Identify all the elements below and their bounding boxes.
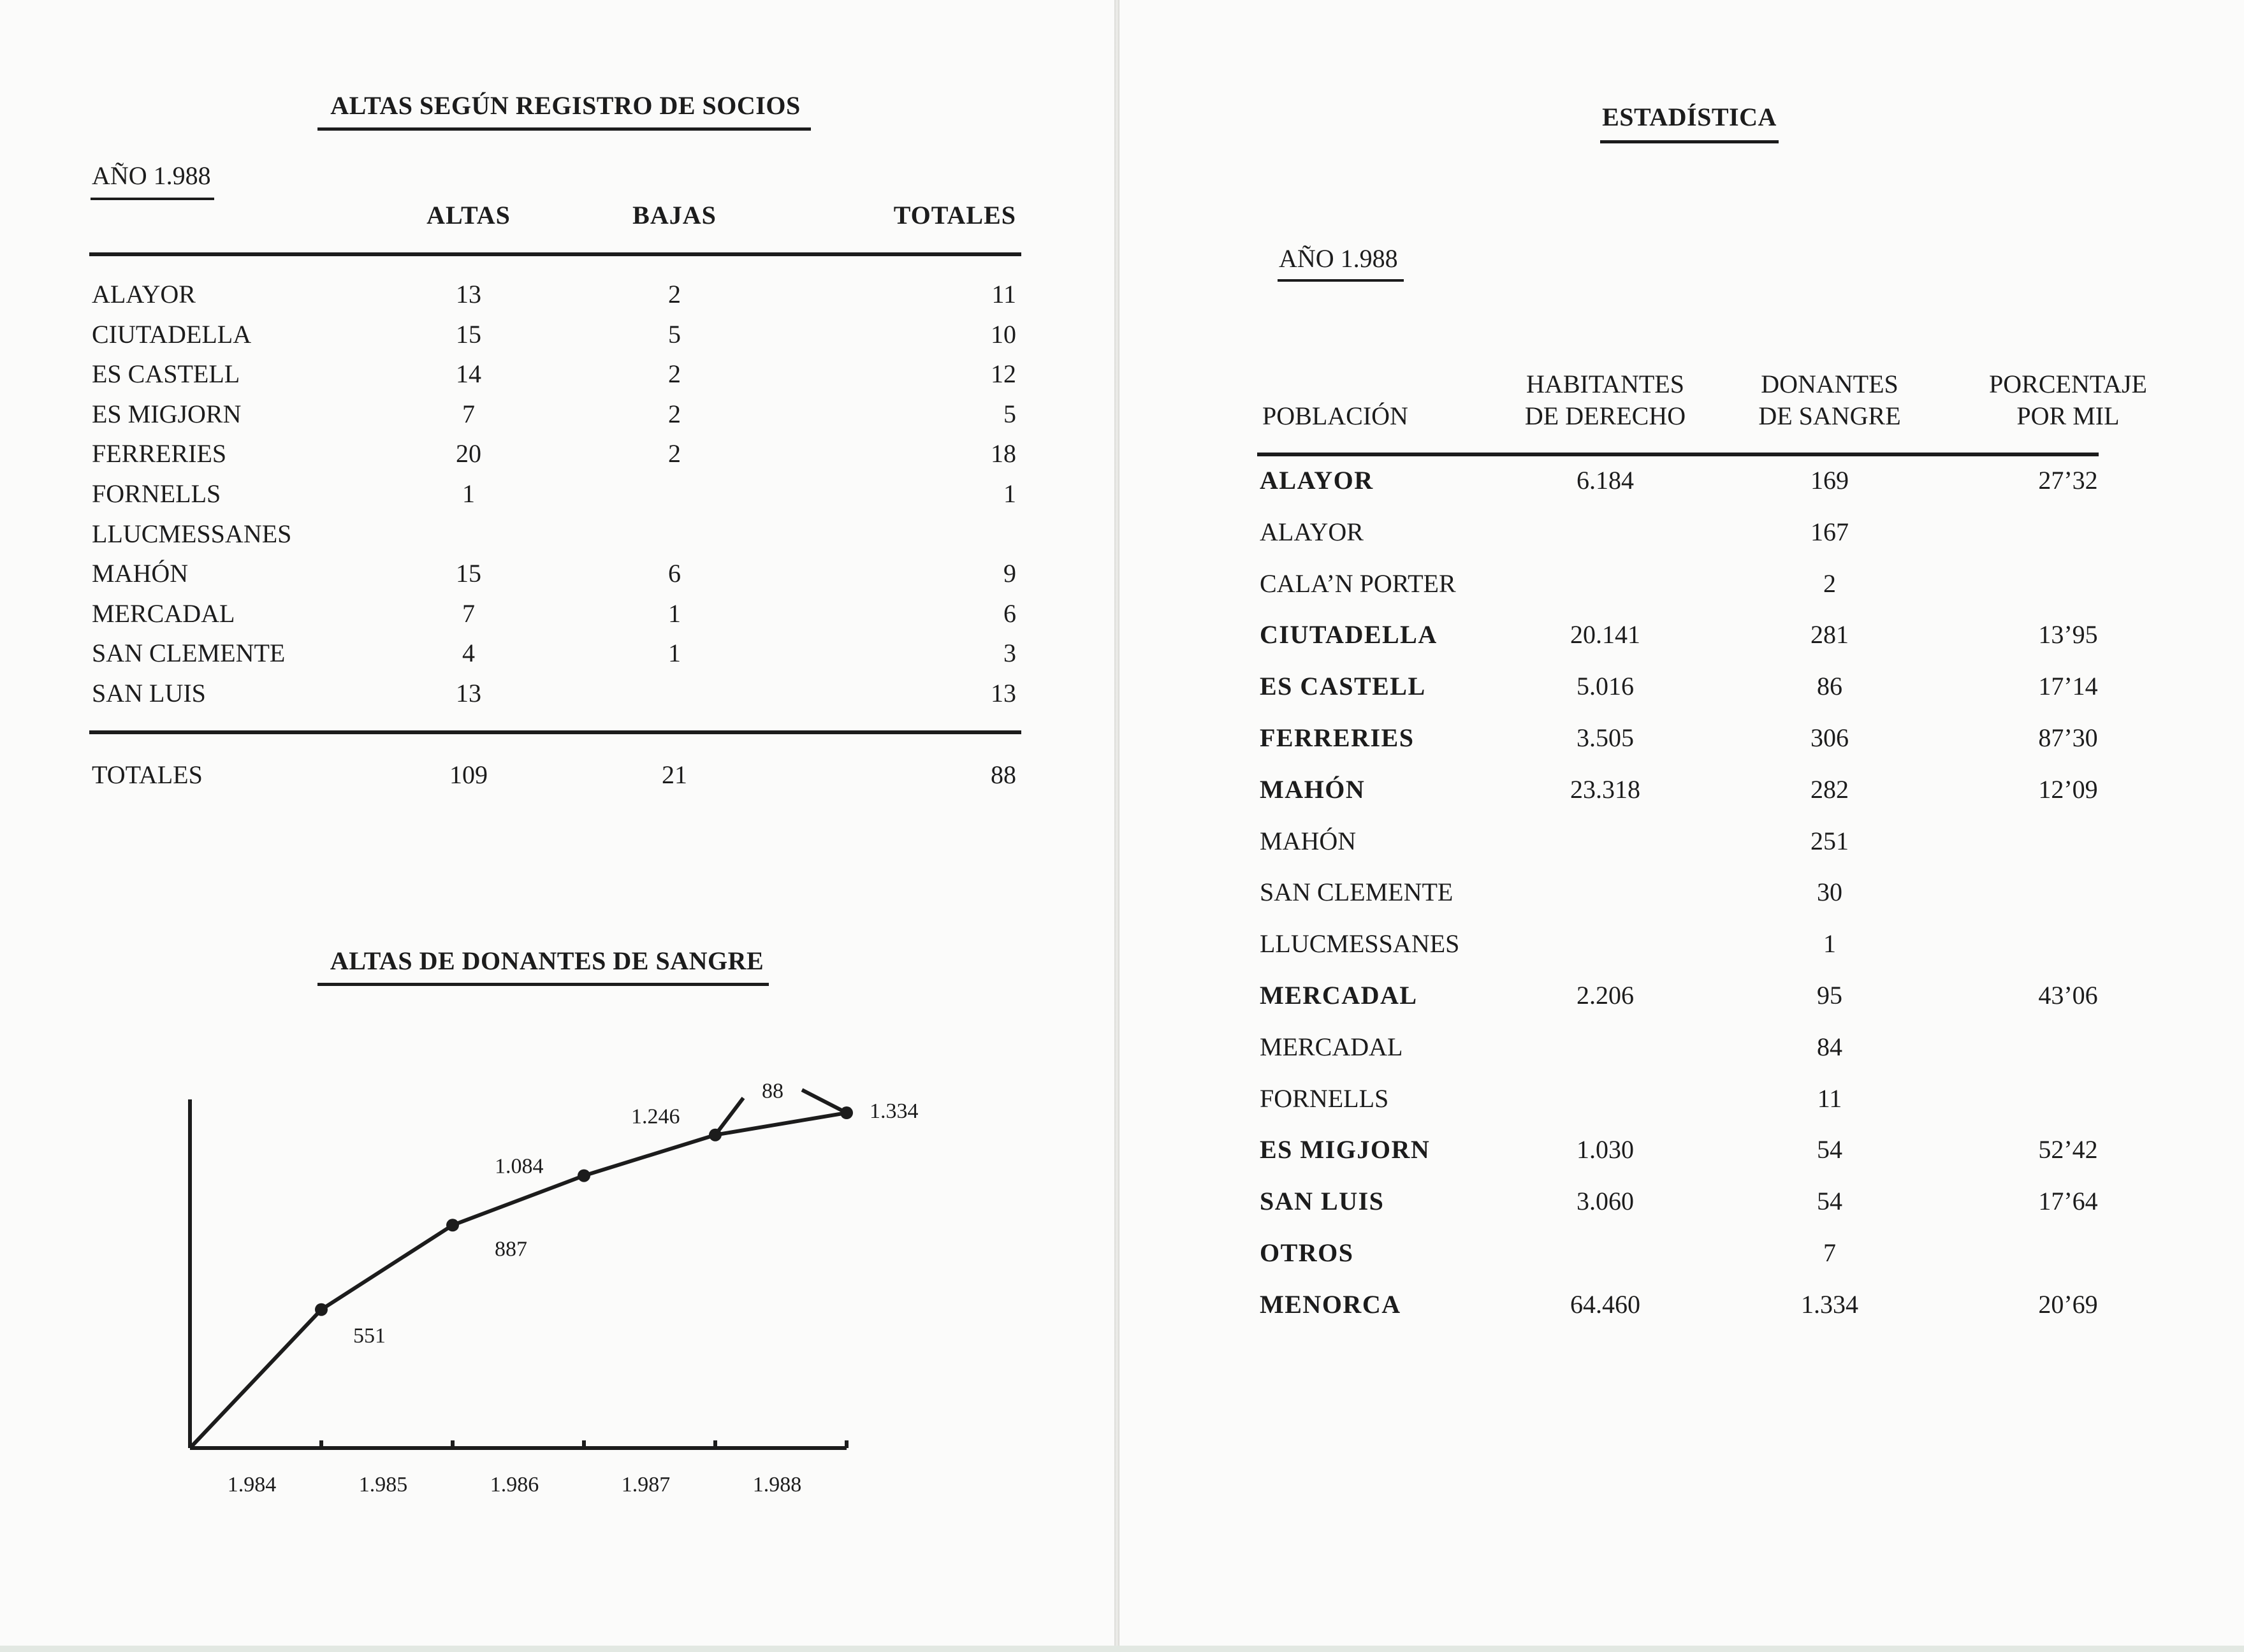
- data-point: [315, 1303, 328, 1316]
- col-header-poblacion: POBLACIÓN: [1262, 402, 1408, 430]
- cell-porcentaje: 17’64: [2038, 1187, 2098, 1216]
- cell-donantes: 169: [1810, 466, 1849, 495]
- cell-totales: 10: [991, 319, 1016, 349]
- cell-donantes: 54: [1817, 1135, 1842, 1164]
- cell-poblacion: CALA’N PORTER: [1260, 569, 1456, 598]
- col-header-bajas: BAJAS: [632, 201, 717, 229]
- data-label: 551: [353, 1324, 386, 1348]
- cell-donantes: 1.334: [1801, 1289, 1858, 1319]
- cell-poblacion: SAN LUIS: [1260, 1187, 1385, 1216]
- altas-table-title: ALTAS SEGÚN REGISTRO DE SOCIOS: [330, 91, 801, 120]
- cell-habitantes: 23.318: [1570, 774, 1640, 804]
- altas-table-row: [0, 319, 1114, 359]
- totals-altas: 109: [449, 760, 488, 789]
- cell-totales: 5: [1003, 399, 1016, 428]
- cell-totales: 18: [991, 439, 1016, 468]
- cell-donantes: 86: [1817, 672, 1842, 701]
- estadistica-table-row: [1119, 671, 2244, 722]
- cell-poblacion: MERCADAL: [92, 598, 235, 628]
- col-header-habitantes: [1525, 368, 1686, 432]
- cell-bajas: 1: [668, 598, 681, 628]
- cell-poblacion: MAHÓN: [92, 559, 189, 588]
- cell-altas: 13: [456, 280, 481, 308]
- estadistica-underline: [1600, 140, 1779, 143]
- x-tick-label: 1.988: [752, 1473, 802, 1496]
- cell-poblacion: ES MIGJORN: [1260, 1135, 1431, 1164]
- right-year-label: AÑO 1.988: [1279, 244, 1398, 273]
- cell-bajas: 2: [668, 399, 681, 428]
- cell-donantes: 251: [1810, 826, 1849, 855]
- left-year-label: AÑO 1.988: [92, 161, 211, 190]
- cell-bajas: 1: [668, 639, 681, 668]
- cell-altas: 4: [462, 639, 475, 668]
- cell-poblacion: MAHÓN: [1260, 774, 1366, 804]
- estadistica-table-row: [1119, 826, 2244, 877]
- cell-habitantes: 20.141: [1570, 620, 1640, 649]
- cell-poblacion: LLUCMESSANES: [1260, 929, 1460, 959]
- cell-poblacion: FERRERIES: [1260, 723, 1415, 752]
- right-page: [1119, 0, 2244, 1652]
- cell-habitantes: 5.016: [1577, 672, 1634, 701]
- cell-donantes: 167: [1810, 517, 1849, 546]
- estadistica-table-row: [1119, 877, 2244, 928]
- data-point: [578, 1170, 590, 1182]
- cell-poblacion: CIUTADELLA: [92, 319, 252, 349]
- cell-bajas: 5: [668, 319, 681, 349]
- cell-porcentaje: 20’69: [2038, 1289, 2098, 1319]
- cell-habitantes: 1.030: [1577, 1135, 1634, 1164]
- cell-poblacion: FORNELLS: [92, 479, 221, 508]
- annotation-label: 88: [762, 1079, 783, 1103]
- cell-poblacion: CIUTADELLA: [1260, 620, 1438, 649]
- estadistica-table-row: [1119, 517, 2244, 568]
- cell-poblacion: OTROS: [1260, 1238, 1354, 1267]
- altas-table-row: [0, 479, 1114, 518]
- altas-table-row: [0, 279, 1114, 319]
- cell-totales: 9: [1003, 559, 1016, 588]
- chart-canvas: [0, 1020, 1114, 1530]
- cell-porcentaje: 52’42: [2038, 1135, 2098, 1164]
- cell-totales: 1: [1003, 479, 1016, 508]
- cell-donantes: 306: [1810, 723, 1849, 752]
- altas-table-row: [0, 359, 1114, 398]
- cell-totales: 12: [991, 359, 1016, 389]
- cell-porcentaje: 27’32: [2038, 466, 2098, 495]
- cell-poblacion: MERCADAL: [1260, 981, 1418, 1010]
- page-bottom-edge: [0, 1646, 2244, 1652]
- data-label: 1.084: [495, 1154, 544, 1178]
- col-header-altas: ALTAS: [426, 201, 511, 229]
- cell-poblacion: ES MIGJORN: [92, 399, 242, 428]
- cell-poblacion: MENORCA: [1260, 1289, 1401, 1319]
- book-spine: [1114, 0, 1119, 1652]
- cell-donantes: 1: [1823, 929, 1836, 959]
- cell-totales: 11: [991, 280, 1016, 308]
- cell-poblacion: ES CASTELL: [92, 359, 240, 389]
- cell-porcentaje: 43’06: [2038, 981, 2098, 1010]
- cell-altas: 20: [456, 439, 481, 468]
- cell-poblacion: SAN LUIS: [92, 679, 206, 707]
- cell-altas: 13: [456, 679, 481, 707]
- cell-totales: 3: [1003, 639, 1016, 668]
- habitantes-line-2: DE DERECHO: [1524, 402, 1686, 430]
- altas-header-rule: [89, 252, 1021, 256]
- cell-poblacion: MAHÓN: [1260, 826, 1357, 855]
- estadistica-table-row: [1119, 465, 2244, 516]
- cell-donantes: 2: [1823, 569, 1836, 598]
- estadistica-table-row: [1119, 723, 2244, 774]
- estadistica-table-row: [1119, 1083, 2244, 1134]
- cell-bajas: 6: [668, 559, 681, 588]
- left-year-underline: [91, 198, 214, 200]
- totals-totales: 88: [991, 760, 1016, 789]
- altas-table-row: [0, 558, 1114, 598]
- porcentaje-line-1: PORCENTAJE: [1989, 370, 2147, 398]
- porcentaje-line-2: POR MIL: [2016, 402, 2120, 430]
- left-page: [0, 0, 1114, 1652]
- cell-poblacion: ES CASTELL: [1260, 672, 1426, 701]
- cell-poblacion: FORNELLS: [1260, 1083, 1389, 1113]
- cell-habitantes: 6.184: [1577, 466, 1634, 495]
- altas-title-underline: [317, 127, 811, 131]
- cell-donantes: 84: [1817, 1032, 1842, 1061]
- estadistica-table-row: [1119, 774, 2244, 825]
- cell-habitantes: 2.206: [1577, 981, 1634, 1010]
- estadistica-table-row: [1119, 1032, 2244, 1083]
- altas-table-row: [0, 438, 1114, 478]
- donors-line-chart: [0, 1020, 1114, 1530]
- cell-donantes: 95: [1817, 981, 1842, 1010]
- estadistica-table-row: [1119, 980, 2244, 1031]
- x-tick-label: 1.985: [358, 1473, 408, 1496]
- estadistica-table-row: [1119, 569, 2244, 620]
- x-tick-label: 1.987: [621, 1473, 671, 1496]
- cell-habitantes: 3.060: [1577, 1187, 1634, 1216]
- altas-table-row: [0, 598, 1114, 638]
- altas-totals-row: [0, 760, 1114, 799]
- cell-donantes: 54: [1817, 1187, 1842, 1216]
- habitantes-line-1: HABITANTES: [1526, 370, 1684, 398]
- estadistica-table-row: [1119, 620, 2244, 670]
- cell-poblacion: SAN CLEMENTE: [92, 639, 286, 668]
- annotation-stroke: [802, 1090, 847, 1113]
- cell-totales: 6: [1003, 598, 1016, 628]
- estadistica-table-row: [1119, 1289, 2244, 1340]
- cell-porcentaje: 17’14: [2038, 672, 2098, 701]
- cell-bajas: 2: [668, 280, 681, 308]
- cell-poblacion: LLUCMESSANES: [92, 519, 292, 548]
- cell-porcentaje: 87’30: [2038, 723, 2098, 752]
- cell-poblacion: ALAYOR: [92, 280, 196, 308]
- cell-poblacion: FERRERIES: [92, 439, 227, 468]
- estadistica-header-rule: [1257, 453, 2099, 456]
- cell-poblacion: SAN CLEMENTE: [1260, 878, 1454, 907]
- cell-altas: 1: [462, 479, 475, 508]
- cell-donantes: 11: [1817, 1083, 1842, 1113]
- data-label: 887: [495, 1237, 527, 1261]
- chart-title: ALTAS DE DONANTES DE SANGRE: [330, 946, 764, 975]
- altas-table-row: [0, 399, 1114, 438]
- cell-porcentaje: 13’95: [2038, 620, 2098, 649]
- altas-footer-rule: [89, 730, 1021, 734]
- col-header-donantes: [1758, 368, 1900, 432]
- cell-poblacion: ALAYOR: [1260, 466, 1374, 495]
- x-tick-label: 1.986: [490, 1473, 539, 1496]
- col-header-totales: TOTALES: [893, 201, 1016, 229]
- cell-donantes: 7: [1823, 1238, 1836, 1267]
- estadistica-table-row: [1119, 1134, 2244, 1185]
- data-label: 1.334: [870, 1099, 919, 1124]
- cell-totales: 13: [991, 679, 1016, 707]
- x-tick-label: 1.984: [227, 1473, 277, 1496]
- cell-donantes: 281: [1810, 620, 1849, 649]
- cell-donantes: 30: [1817, 878, 1842, 907]
- donantes-line-1: DONANTES: [1761, 370, 1898, 398]
- estadistica-title: ESTADÍSTICA: [1602, 103, 1777, 131]
- cell-habitantes: 64.460: [1570, 1289, 1640, 1319]
- col-header-porcentaje: [1989, 368, 2147, 432]
- cell-altas: 7: [462, 399, 475, 428]
- totals-bajas: 21: [662, 760, 687, 789]
- data-label: 1.246: [631, 1105, 680, 1129]
- totals-label: TOTALES: [92, 760, 203, 789]
- cell-altas: 15: [456, 319, 481, 349]
- cell-habitantes: 3.505: [1577, 723, 1634, 752]
- altas-table-row: [0, 519, 1114, 558]
- right-year-underline: [1278, 279, 1404, 282]
- cell-poblacion: MERCADAL: [1260, 1032, 1403, 1061]
- cell-bajas: 2: [668, 439, 681, 468]
- cell-altas: 14: [456, 359, 481, 389]
- estadistica-table-row: [1119, 1186, 2244, 1237]
- cell-porcentaje: 12’09: [2038, 774, 2098, 804]
- altas-table-row: [0, 678, 1114, 718]
- data-point: [446, 1219, 459, 1231]
- chart-title-underline: [317, 983, 769, 986]
- altas-table-row: [0, 638, 1114, 677]
- donantes-line-2: DE SANGRE: [1758, 402, 1901, 430]
- estadistica-table-row: [1119, 1238, 2244, 1289]
- cell-altas: 7: [462, 598, 475, 628]
- estadistica-table-row: [1119, 929, 2244, 980]
- cell-poblacion: ALAYOR: [1260, 517, 1364, 546]
- cell-altas: 15: [456, 559, 481, 588]
- cell-bajas: 2: [668, 359, 681, 389]
- cell-donantes: 282: [1810, 774, 1849, 804]
